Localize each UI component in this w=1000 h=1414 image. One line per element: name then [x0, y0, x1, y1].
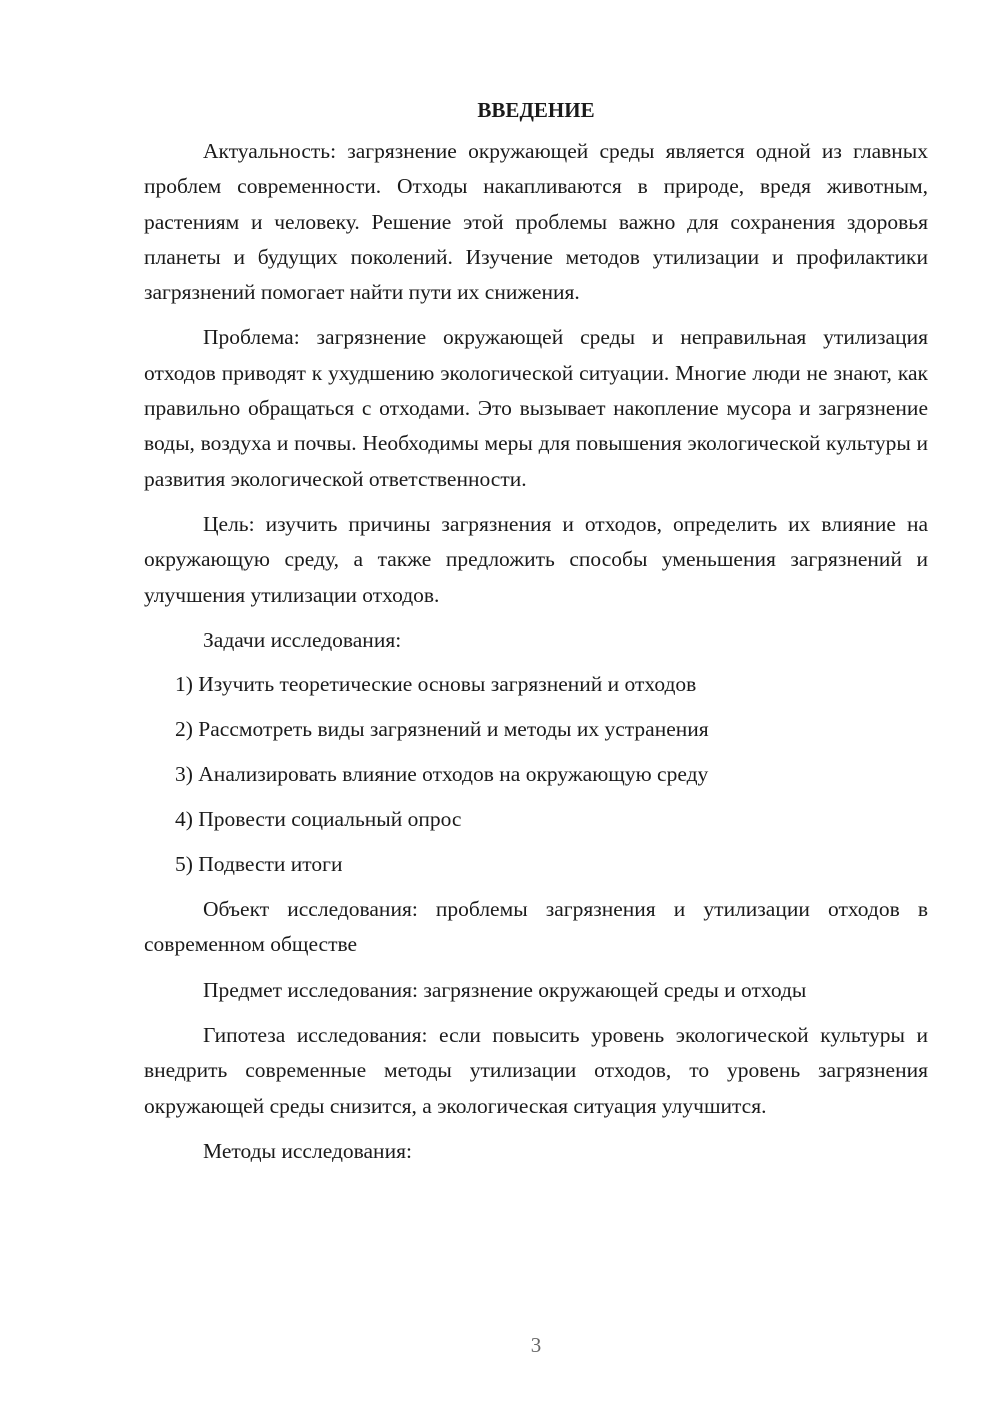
task-item: 5) Подвести итоги	[175, 852, 343, 877]
paragraph-problem: Проблема: загрязнение окружающей среды и неправильная утилизация отходов приводят к ухудшению экологической ситуации. Многие люди не знают, как правильно обращаться с отходами. Это вызывает накопление мусора и загрязнение воды, воздуха и почвы. Необходимы меры для повышения экологической культуры и развития экологической ответственности.	[144, 325, 928, 491]
paragraph-goal: Цель: изучить причины загрязнения и отходов, определить их влияние на окружающую среду, а также предложить способы уменьшения загрязнений и улучшения утилизации отходов.	[144, 511, 928, 607]
page-number: 3	[530, 1333, 542, 1357]
paragraph-relevance: Актуальность: загрязнение окружающей среды является одной из главных проблем современности. Отходы накапливаются в природе, вредя животным, растениям и человеку. Решение этой проблемы важно для сохранения здоровья планеты и будущих поколений. Изучение методов утилизации и профилактики загрязнений помогает найти пути их снижения.	[144, 139, 928, 305]
tasks-heading: Задачи исследования:	[203, 627, 402, 652]
task-item: 4) Провести социальный опрос	[175, 807, 462, 832]
paragraph-hypothesis: Гипотеза исследования: если повысить уровень экологической культуры и внедрить современные методы утилизации отходов, то уровень загрязнения окружающей среды снизится, а экологическая ситуация улучшится.	[144, 1023, 928, 1118]
task-item: 1) Изучить теоретические основы загрязнений и отходов	[175, 672, 697, 697]
tasks-list	[144, 667, 928, 882]
task-item: 2) Рассмотреть виды загрязнений и методы их устранения	[175, 717, 709, 742]
methods-heading: Методы исследования:	[203, 1138, 412, 1163]
page-title: ВВЕДЕНИЕ	[477, 98, 595, 122]
paragraph-subject: Предмет исследования: загрязнение окружающей среды и отходы	[203, 977, 807, 1002]
task-item: 3) Анализировать влияние отходов на окружающую среду	[175, 762, 709, 787]
paragraph-object: Объект исследования: проблемы загрязнения и утилизации отходов в современном обществе	[144, 897, 928, 957]
document-page	[144, 95, 928, 1179]
